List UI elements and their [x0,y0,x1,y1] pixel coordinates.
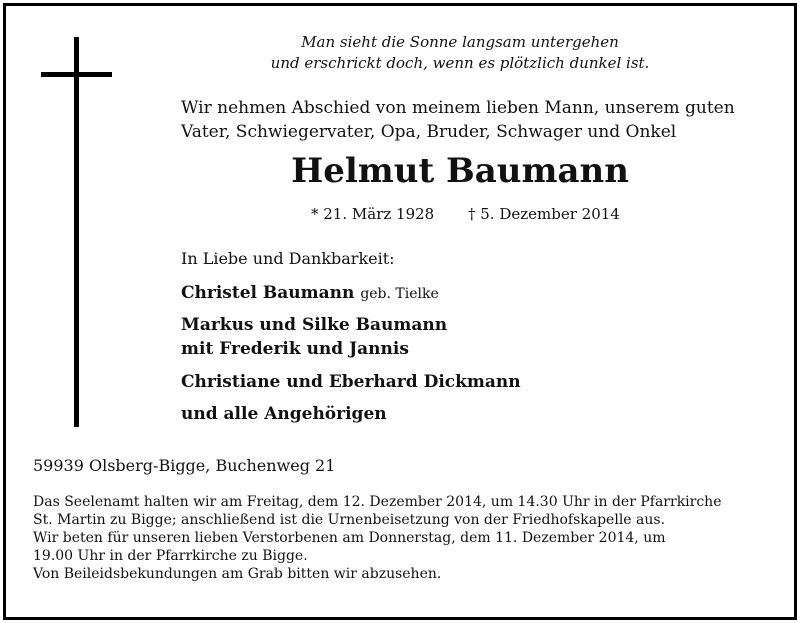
death-date: † 5. Dezember 2014 [468,205,620,223]
notice-line: St. Martin zu Bigge; anschließend ist die Urnenbeisetzung von der Friedhofskapelle aus. [33,512,666,528]
notice-line: Das Seelenamt halten wir am Freitag, dem 12. Dezember 2014, um 14.30 Uhr in der Pfarrkirche [33,494,722,510]
mourner-line: Christiane und Eberhard Dickmann [181,372,521,392]
service-notice [33,493,722,583]
mourner-family [181,370,521,394]
mourner-line: mit Frederik und Jannis [181,339,409,359]
notice-line: 19.00 Uhr in der Pfarrkirche zu Bigge. [33,548,308,564]
mourner-family [181,313,447,361]
deceased-name: Helmut Baumann [291,151,629,191]
birth-date: * 21. März 1928 [311,205,435,223]
family-address: 59939 Olsberg-Bigge, Buchenweg 21 [33,456,336,475]
mourner-line: und alle Angehörigen [181,404,387,424]
intro-line: Vater, Schwiegervater, Opa, Bruder, Schwager und Onkel [181,122,677,142]
verse-line: und erschrickt doch, wenn es plötzlich dunkel ist. [270,54,650,72]
intro-line: Wir nehmen Abschied von meinem lieben Mann, unserem guten [181,98,735,118]
mourner-line: Markus und Silke Baumann [181,315,448,335]
verse-line: Man sieht die Sonne langsam untergehen [301,33,619,51]
mourner-others [181,402,387,426]
spouse-name: Christel Baumann [181,283,355,303]
notice-line: Wir beten für unseren lieben Verstorbenen am Donnerstag, dem 11. Dezember 2014, um [33,530,666,546]
mourner-spouse [181,281,439,306]
cross-icon-bar [41,72,112,77]
farewell-intro [181,96,735,144]
memorial-verse [240,32,680,74]
cross-icon [74,37,79,427]
notice-line: Von Beileidsbekundungen am Grab bitten wir abzusehen. [33,566,442,582]
maiden-name: geb. Tielke [360,286,439,302]
mourners-heading: In Liebe und Dankbarkeit: [181,249,395,268]
